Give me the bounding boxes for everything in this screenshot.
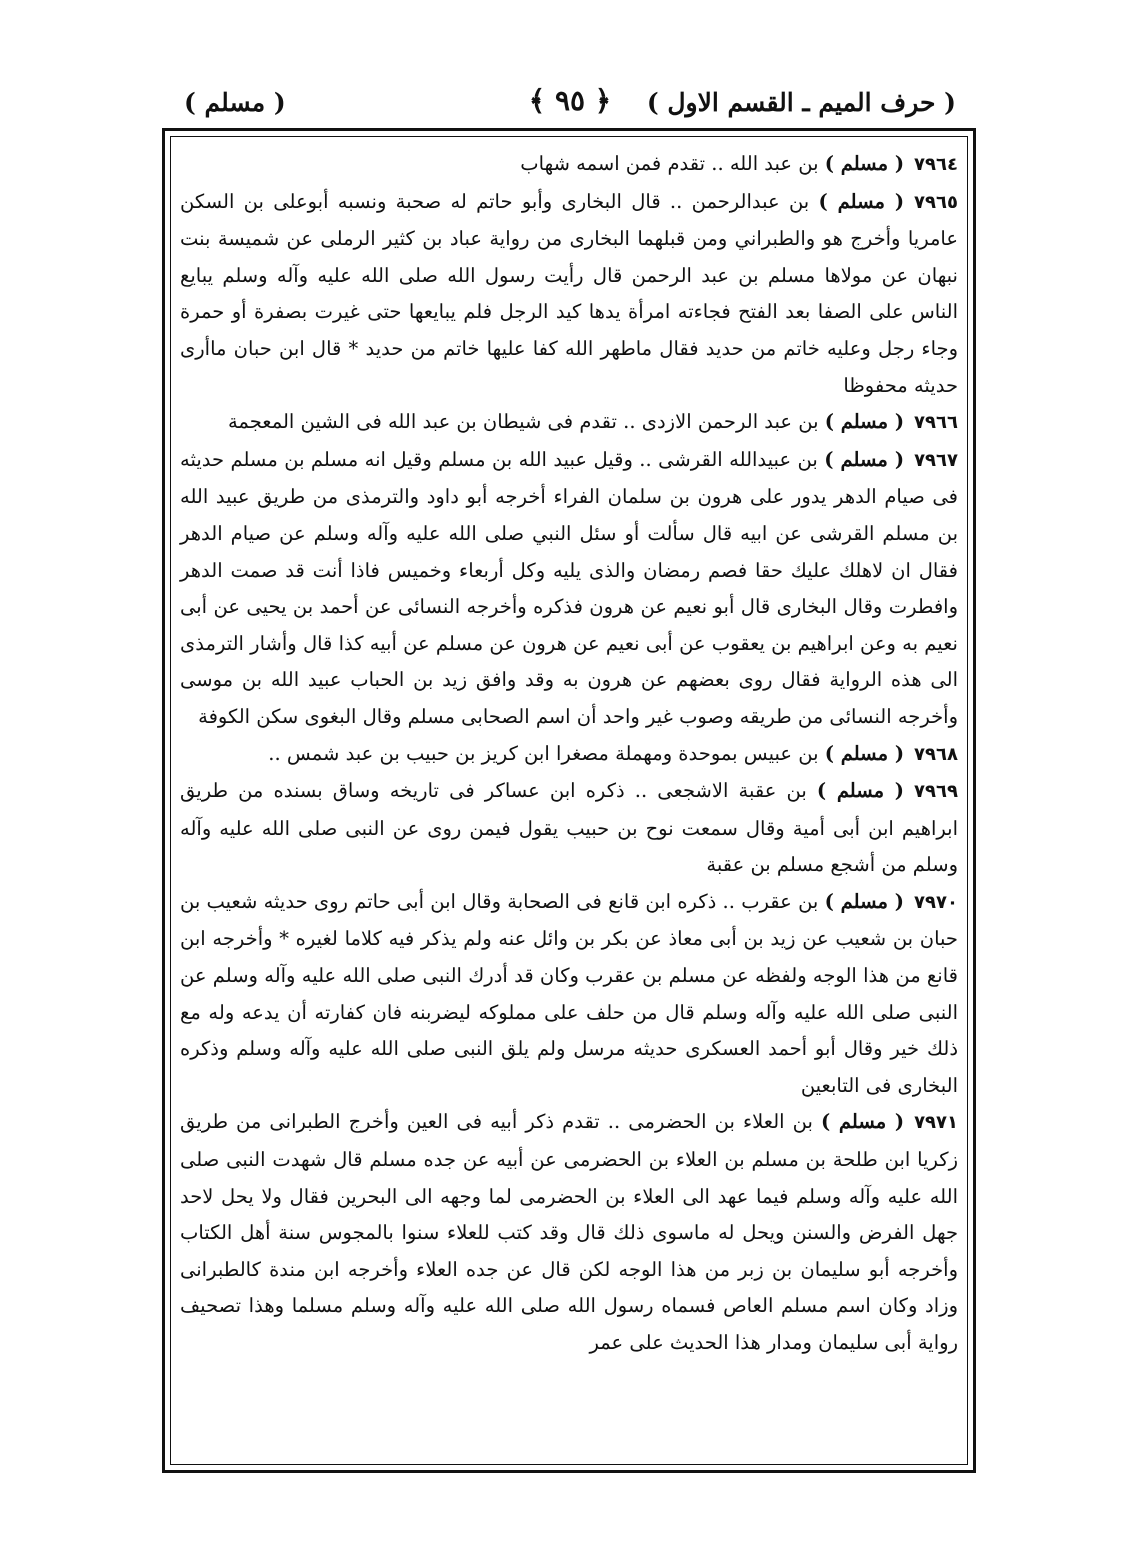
- entry-text: بن عبيدالله القرشى .. وقيل عبيد الله بن مسلم وقيل انه مسلم بن مسلم حديثه فى صيام الدهر يدور على هرون بن سلمان الفراء أخرجه أبو داود والترمذى من طريق عبيد الله بن مسلم القرشى عن ابيه قال سألت أو سئل النبي صلى الله عليه وآله وسلم عن صيام الدهر فقال ان لاهلك عليك حقا فصم رمضان والذى يليه وكل أربعاء وخميس فاذا أنت قد صمت الدهر وافطرت وقال البخارى قال أبو نعيم عن هرون فذكره وأخرجه النسائى عن أحمد بن يحيى عن أبى نعيم به وعن ابراهيم بن يعقوب عن أبى نعيم عن هرون عن مسلم عن أبيه كذا قال وأشار الترمذى الى هذه الرواية فقال روى بعضهم عن هرون به وقد وافق زيد بن الحباب عبيد الله بن موسى وأخرجه النسائى من طريقه وصوب غير واحد أن اسم الصحابى مسلم وقال البغوى سكن الكوفة: [180, 447, 958, 728]
- entry-7971: [180, 1104, 958, 1361]
- entry-number: ٧٩٦٩: [914, 781, 958, 803]
- entry-name: ( مسلم ): [818, 189, 905, 213]
- section-title: ( حرف الميم ـ القسم الاول ): [646, 88, 956, 117]
- entry-name: ( مسلم ): [824, 741, 905, 765]
- entry-7967: [180, 442, 958, 736]
- entry-7968: [180, 736, 958, 774]
- entry-number: ٧٩٦٨: [914, 743, 958, 765]
- entry-text: بن عبد الرحمن الازدى .. تقدم فى شيطان بن عبد الله فى الشين المعجمة: [227, 410, 819, 434]
- entry-text: بن عبد الله .. تقدم فمن اسمه شهاب: [520, 152, 819, 175]
- entry-name: ( مسلم ): [821, 1110, 905, 1134]
- entry-name: ( مسلم ): [824, 889, 905, 913]
- entry-number: ٧٩٦٥: [914, 191, 958, 213]
- entry-number: ٧٩٧١: [914, 1112, 959, 1134]
- running-head: ( مسلم ): [184, 88, 286, 117]
- entry-number: ٧٩٦٤: [914, 154, 958, 175]
- page-number: ﴿ ٩٥ ﴾: [528, 84, 612, 117]
- entry-text: بن العلاء بن الحضرمى .. تقدم ذكر أبيه فى العين وأخرج الطبرانى من طريق زكريا ابن طلحة بن مسلم بن العلاء بن الحضرمى عن أبيه عن جده مسلم قال شهدت النبى صلى الله عليه وآله وسلم فيما عهد الى العلاء بن الحضرمى لما وجهه الى البحرين فقال ولا يحل لاحد جهل الفرض والسنن ويحل له ماسوى ذلك قال وقد كتب للعلاء سنوا بالمجوس سنة أهل الكتاب وأخرجه أبو سليمان بن زبر من هذا الوجه لكن قال عن جده العلاء وأخرجه ابن مندة كالطبرانى وزاد وكان اسم مسلم العاص فسماه رسول الله صلى الله عليه وآله وسلم مسلما وهذا تصحيف رواية أبى سليمان ومدار هذا الحديث على عمر: [180, 1110, 958, 1354]
- entry-text: بن عقبة الاشجعى .. ذكره ابن عساكر فى تاريخه وساق بسنده من طريق ابراهيم ابن أبى أمية وقال سمعت نوح بن حبيب يقول فيمن روى عن النبى صلى الله عليه وآله وسلم من أشجع مسلم بن عقبة: [180, 779, 958, 877]
- entry-text: بن عبيس بموحدة ومهملة مصغرا ابن كريز بن حبيب بن عبد شمس ..: [268, 741, 819, 765]
- entry-7966: [180, 404, 958, 442]
- entry-name: ( مسلم ): [824, 410, 905, 434]
- entry-number: ٧٩٧٠: [914, 891, 958, 913]
- entry-text: بن عبدالرحمن .. قال البخارى وأبو حاتم له صحبة ونسبه أبوعلى بن السكن عامريا وأخرج هو والطبراني ومن قبلهما البخارى من رواية عباد بن كثير الرملى عن شميسة بنت نبهان عن مولاها مسلم بن عبد الرحمن قال رأيت رسول الله صلى الله عليه وآله وسلم يبايع الناس على الصفا بعد الفتح فجاءته امرأة يدها كيد الرجل فلم يبايعها حتى غيرت بصفرة أو حمرة وجاء رجل وعليه خاتم من حديد فقال ماطهر الله كفا عليها خاتم من حديد * قال ابن حبان ماأرى حديثه محفوظا: [180, 189, 958, 397]
- entry-text: بن عقرب .. ذكره ابن قانع فى الصحابة وقال ابن أبى حاتم روى حديثه شعيب بن حبان بن شعيب عن زيد بن أبى معاذ عن بكر بن وائل عنه ولم يذكر فيه كلاما لغيره * وأخرجه ابن قانع من هذا الوجه ولفظه عن مسلم بن عقرب وكان قد أدرك النبى صلى الله عليه وآله وسلم عن النبى صلى الله عليه وآله وسلم قال من حلف على مملوكه ليضربنه فان كفارته أن يدعه وله مع ذلك خير وقال أبو أحمد العسكرى حديثه مرسل ولم يلق النبى صلى الله عليه وآله وسلم وذكره البخارى فى التابعين: [180, 889, 958, 1097]
- entry-7965: [180, 184, 958, 405]
- page-header: [170, 82, 970, 130]
- entry-name: ( مسلم ): [816, 779, 905, 803]
- entries-body: [180, 146, 958, 1362]
- entry-7970: [180, 884, 958, 1105]
- entry-7964: [180, 146, 958, 184]
- entry-name: ( مسلم ): [824, 152, 905, 175]
- entry-7969: [180, 773, 958, 884]
- entry-number: ٧٩٦٦: [914, 412, 958, 434]
- entry-number: ٧٩٦٧: [914, 449, 959, 471]
- entry-name: ( مسلم ): [824, 447, 905, 471]
